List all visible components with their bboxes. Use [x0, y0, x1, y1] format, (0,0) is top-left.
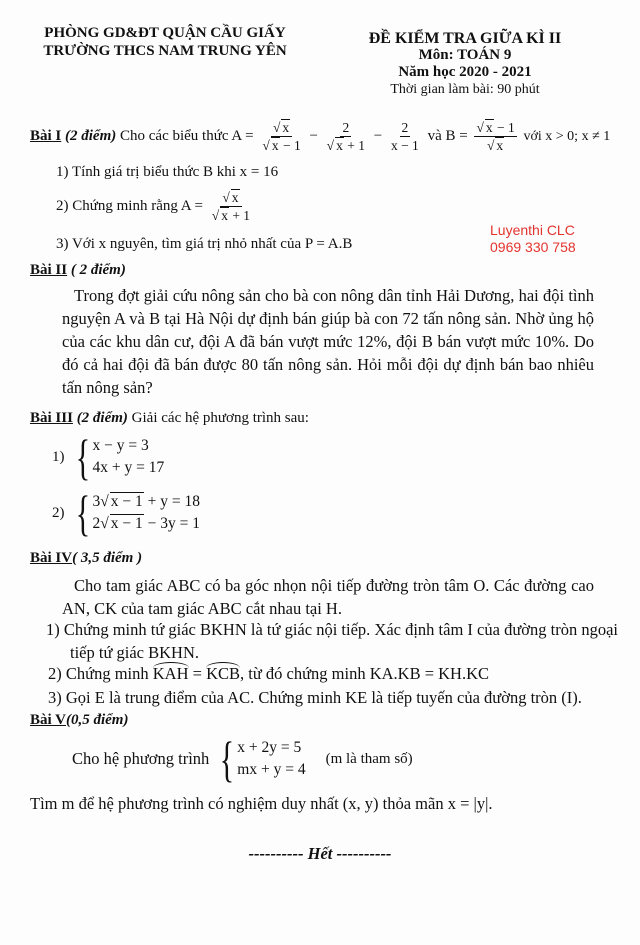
bai1-and-b: và B =	[427, 127, 468, 144]
bai1-q1: 1) Tính giá trị biểu thức B khi x = 16	[56, 164, 279, 180]
fraction-a3: $\frac{2}{x - 1}$	[390, 120, 419, 153]
bai2-label: Bài II	[30, 262, 68, 278]
brace-icon: {	[75, 429, 90, 485]
bai4-q3: 3) Gọi E là trung điểm của AC. Chứng minh KE là tiếp tuyến của đường tròn (I).	[48, 688, 582, 707]
bai3-points: (2 điểm)	[76, 410, 128, 426]
bai3-q1-label: 1)	[52, 448, 65, 465]
school-header	[30, 24, 300, 60]
brace-icon: {	[220, 731, 235, 787]
end-mark: ---------- Hết ----------	[248, 844, 392, 863]
bai1-q2	[56, 190, 255, 223]
bai4-label: Bài IV	[30, 550, 73, 566]
bai5-question: Tìm m để hệ phương trình có nghiệm duy nhất (x, y) thỏa mãn x = |y|.	[30, 794, 493, 813]
bai3-intro: Giải các hệ phương trình sau:	[131, 410, 309, 426]
bai3-system1	[52, 429, 165, 485]
bai4-q2	[48, 664, 489, 684]
bai3-q1-eq1: x − y = 3	[92, 437, 149, 454]
school-name: TRƯỜNG THCS NAM TRUNG YÊN	[43, 43, 287, 59]
bai2-heading	[30, 262, 126, 279]
bai5-eq2: mx + y = 4	[237, 761, 306, 778]
exam-time: Thời gian làm bài: 90 phút	[390, 82, 540, 97]
department-name: PHÒNG GD&ĐT QUẬN CẦU GIẤY	[44, 25, 286, 41]
bai5-label: Bài V	[30, 712, 66, 728]
bai1-points: (2 điểm)	[65, 127, 117, 144]
bai4-angle-kah: KAH	[152, 664, 189, 683]
bai1-condition: với x > 0; x ≠ 1	[523, 128, 611, 144]
bai3-heading	[30, 410, 309, 427]
bai4-q1: 1) Chứng minh tứ giác BKHN là tứ giác nội tiếp. Xác định tâm I của đường tròn ngoại tiếp tứ giác BKHN.	[46, 620, 618, 662]
bai1-q3: 3) Với x nguyên, tìm giá trị nhỏ nhất của P = A.B	[56, 236, 353, 252]
brace-icon: {	[75, 485, 90, 541]
fraction-a1: √ x √ x − 1	[260, 120, 302, 153]
bai5-points: (0,5 điểm)	[65, 712, 129, 728]
bai3-system2	[52, 485, 200, 541]
bai1-statement: Bài I (2 điểm) Cho các biểu thức A = √ x √ x − 1 − 2 √ x + 1 − $\frac{2}{x - 1}$ và B = √ x − 1 √ x với x > 0; x ≠ 1	[30, 120, 610, 153]
fraction-a-result: √ x √ x + 1	[210, 190, 252, 223]
bai5-system	[72, 731, 413, 787]
bai1-q2-text: 2) Chứng minh rằng A =	[56, 197, 204, 214]
bai5-param: (m là tham số)	[325, 750, 413, 767]
bai4-q2-pre: 2) Chứng minh	[48, 664, 149, 683]
bai4-heading	[30, 550, 142, 567]
bai3-label: Bài III	[30, 410, 73, 426]
exam-subject: Môn: TOÁN 9	[418, 47, 512, 63]
fraction-a2: 2 √ x + 1	[325, 120, 367, 153]
ad-line2: 0969 330 758	[490, 239, 576, 255]
bai3-q2-eq1: 3√ x − 1 + y = 18	[93, 491, 201, 513]
ad-watermark	[490, 222, 576, 256]
exam-year: Năm học 2020 - 2021	[398, 64, 532, 80]
bai3-q1-eq2: 4x + y = 17	[92, 459, 165, 476]
bai4-q2-post: , từ đó chứng minh KA.KB = KH.KC	[240, 664, 490, 683]
exam-header	[330, 30, 600, 98]
bai4-q2-eq: =	[188, 664, 207, 683]
bai5-eq1: x + 2y = 5	[237, 739, 302, 756]
bai4-angle-kcb: KCB	[206, 664, 240, 683]
fraction-b: √ x − 1 √ x	[474, 120, 516, 153]
ad-line1: Luyenthi CLC	[490, 222, 575, 238]
bai2-text: Trong đợt giải cứu nông sản cho bà con nông dân tỉnh Hải Dương, hai đội tình nguyện A và B tại Hà Nội dự định bán giúp bà con 72 tấn nông sản. Nhờ ủng hộ của các khu dân cư, đội A đã bán vượt mức 12%, đội B bán vượt mức 10%. Do đó cả hai đội đã bán được 80 tấn nông sản. Hỏi mỗi đội dự định bán bao nhiêu tấn nông sản?	[62, 286, 594, 397]
bai5-intro: Cho hệ phương trình	[72, 749, 210, 768]
bai4-intro: Cho tam giác ABC có ba góc nhọn nội tiếp đường tròn tâm O. Các đường cao AN, CK của tam giác ABC cắt nhau tại H.	[62, 576, 594, 618]
bai1-label: Bài I	[30, 127, 62, 144]
bai3-q2-label: 2)	[52, 504, 65, 521]
bai5-heading	[30, 712, 128, 729]
bai2-points: ( 2 điểm)	[70, 262, 126, 278]
bai4-points: ( 3,5 điểm )	[72, 550, 143, 566]
bai3-q2-eq2: 2√ x − 1 − 3y = 1	[93, 513, 201, 535]
bai1-intro: Cho các biểu thức A =	[120, 127, 254, 144]
exam-title: ĐỀ KIỂM TRA GIỮA KÌ II	[368, 30, 562, 47]
